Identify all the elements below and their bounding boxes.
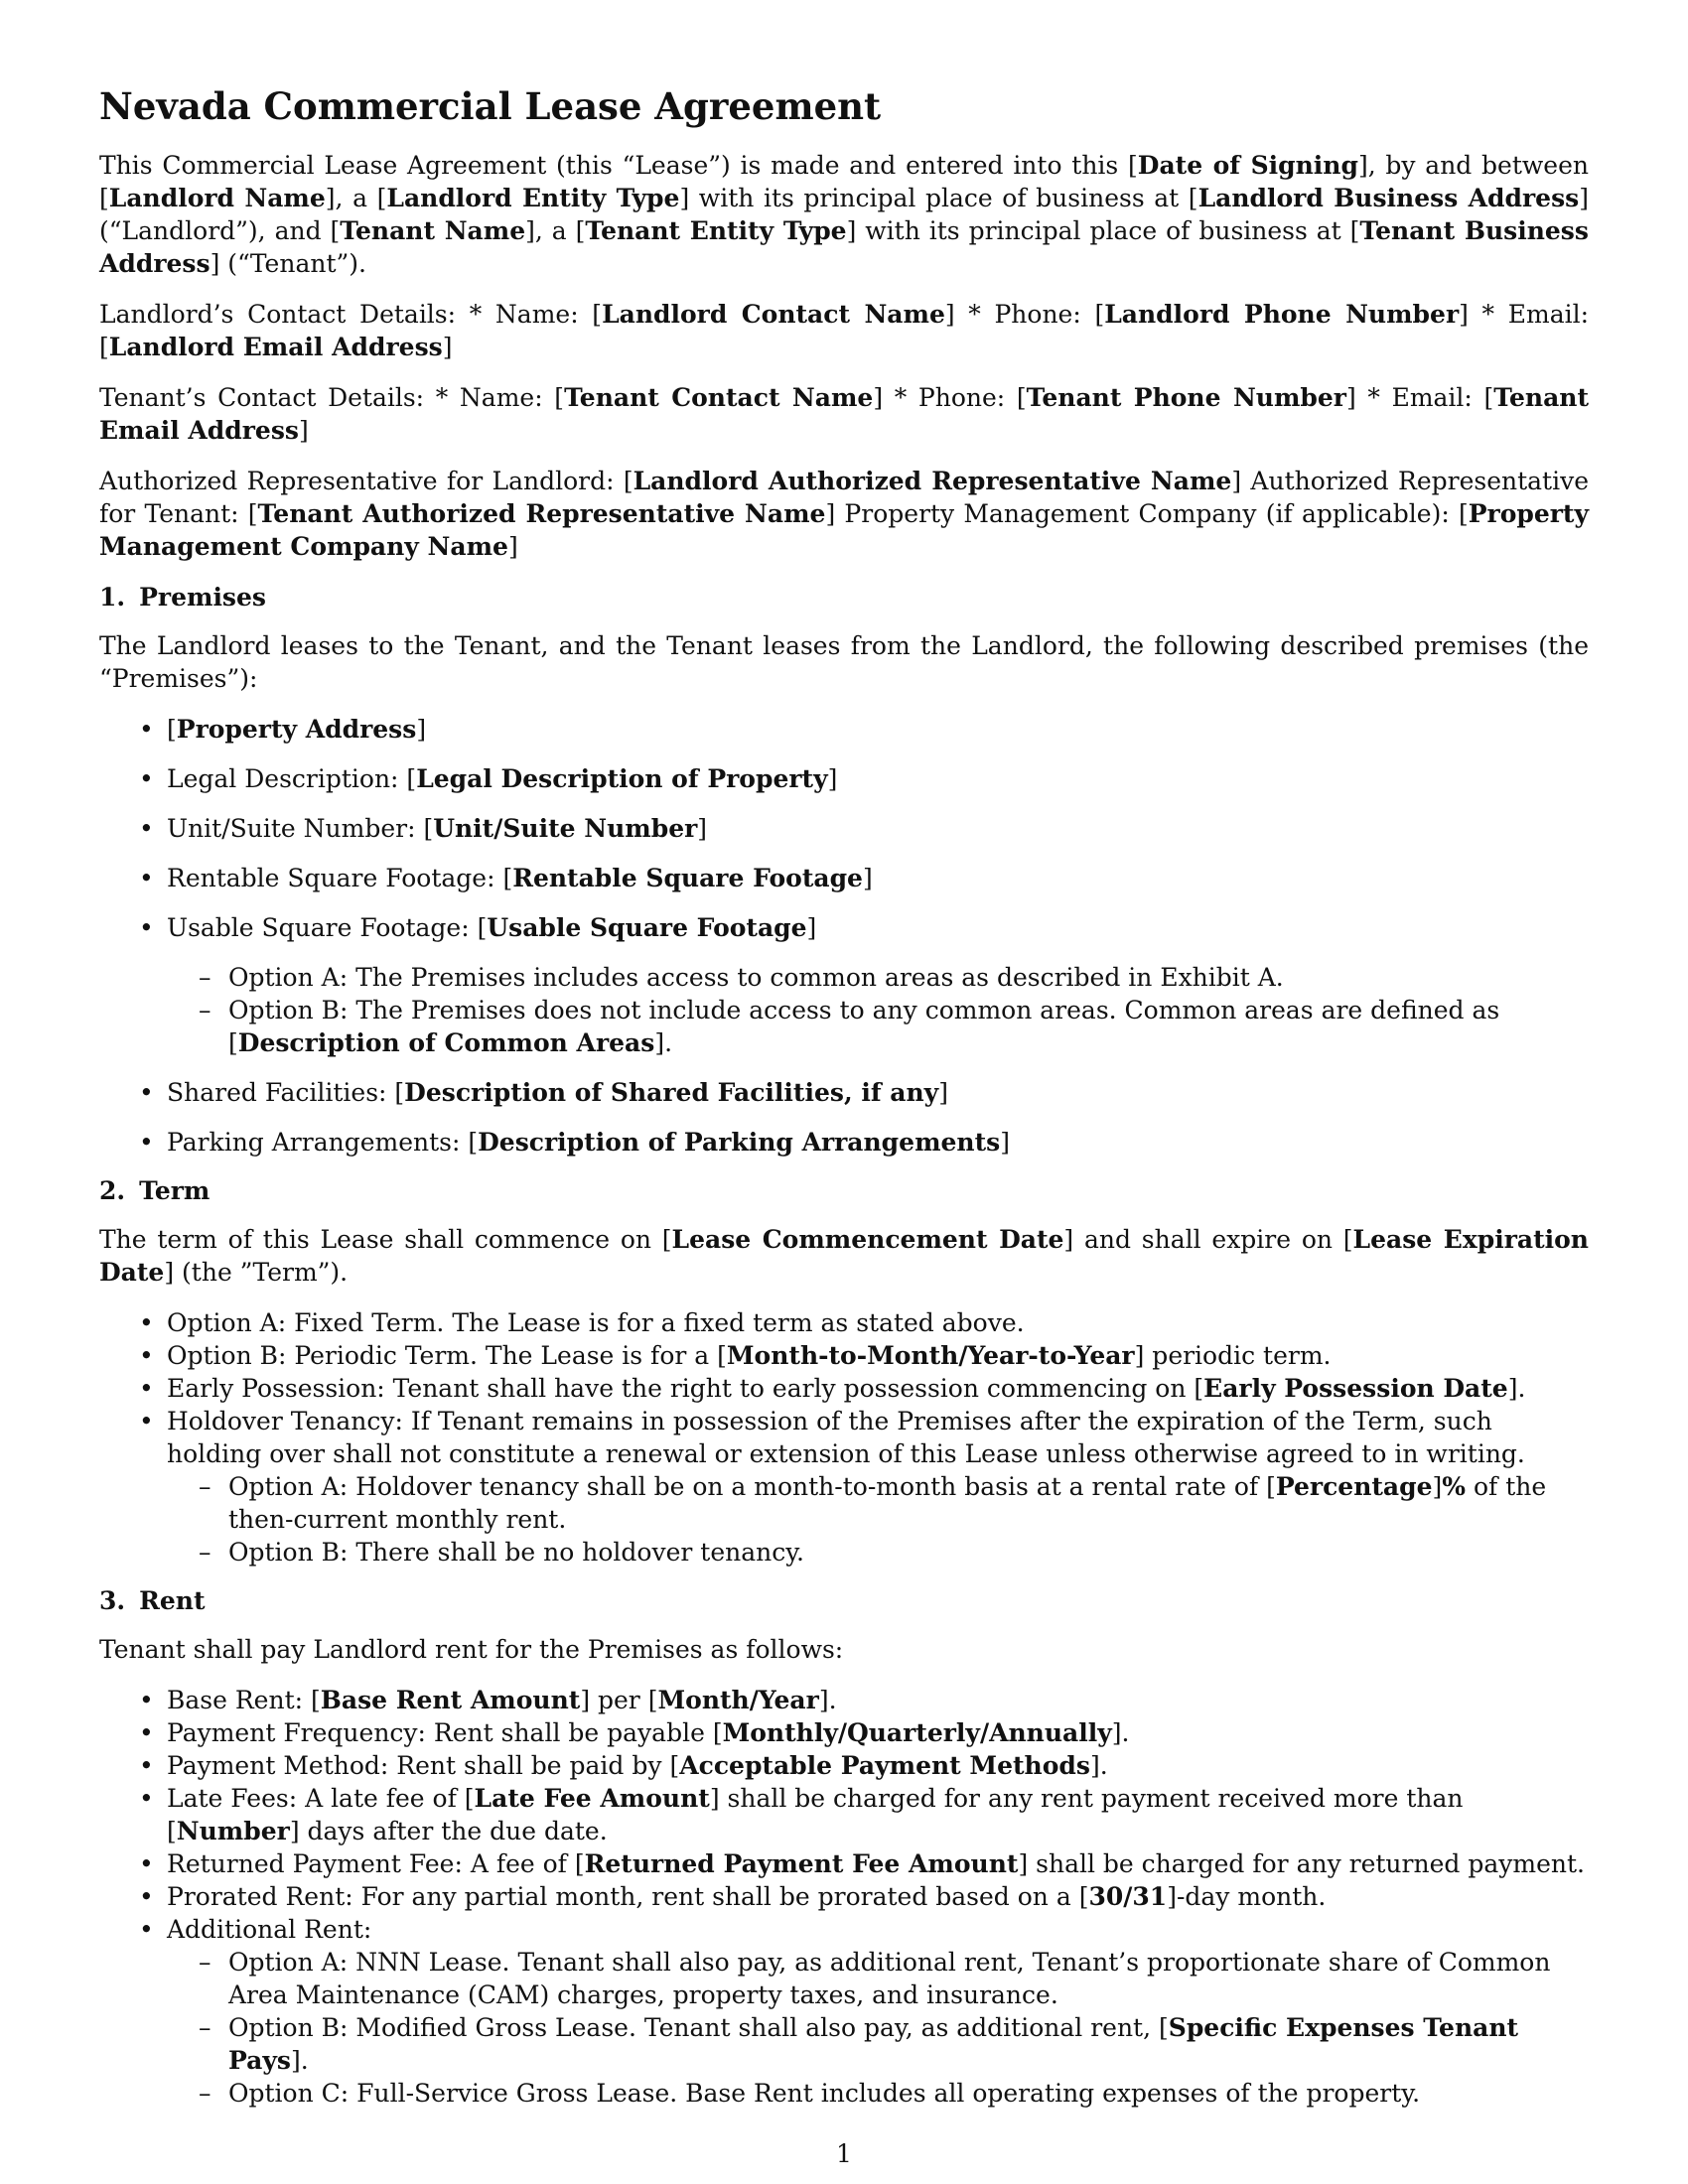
section-heading-premises: 1. Premises bbox=[99, 583, 266, 613]
additional-rent-options bbox=[167, 1946, 1589, 2110]
premises-paragraph: The Landlord leases to the Tenant, and the Tenant leases from the Landlord, the following described premises (the “Premises”): bbox=[99, 631, 1589, 694]
list-item: • Early Possession: Tenant shall have the right to early possession commencing on [Early Possession Date]. bbox=[99, 1372, 1589, 1405]
term-list bbox=[99, 1306, 1589, 1569]
list-item: • Parking Arrangements: [Description of Parking Arrangements] bbox=[99, 1126, 1589, 1159]
list-item: • Late Fees: A late fee of [Late Fee Amount] shall be charged for any rent payment received more than [Number] days after the due date. bbox=[99, 1782, 1589, 1847]
list-item: – Option A: The Premises includes access to common areas as described in Exhibit A. bbox=[167, 961, 1589, 994]
term-paragraph: The term of this Lease shall commence on [Lease Commencement Date] and shall expire on [Lease Expiration Date] (the ”Term”). bbox=[99, 1225, 1589, 1288]
list-item: – Option B: There shall be no holdover tenancy. bbox=[167, 1536, 1589, 1569]
list-item: – Option A: NNN Lease. Tenant shall also pay, as additional rent, Tenant’s proportionate share of Common Area Maintenance (CAM) charges, property taxes, and insurance. bbox=[167, 1946, 1589, 2011]
placeholder: Landlord Name bbox=[108, 184, 326, 213]
list-item: • Returned Payment Fee: A fee of [Returned Payment Fee Amount] shall be charged for any returned payment. bbox=[99, 1847, 1589, 1880]
list-item: • Legal Description: [Legal Description of Property] bbox=[99, 762, 1589, 795]
list-item: • [Property Address] bbox=[99, 713, 1589, 746]
placeholder: Date of Signing bbox=[1137, 151, 1358, 181]
list-item: • Holdover Tenancy: If Tenant remains in possession of the Premises after the expiration of the Term, such holding over shall not constitute a renewal or extension of this Lease unless otherwise agreed to in writing. – Option A: Holdover tenancy shall be on a month-to-month basis at a rental rate of [Percentage]% of the then-current monthly rent. – Option B: There shall be no holdover tenancy. bbox=[99, 1405, 1589, 1569]
list-item: • Additional Rent: – Option A: NNN Lease. Tenant shall also pay, as additional rent, Tenant’s proportionate share of Common Area Maintenance (CAM) charges, property taxes, and insurance. – Option B: Modified Gross Lease. Tenant shall also pay, as additional rent, [Specific Expenses Tenant Pays]. – Option C: Full-Service Gross Lease. Base Rent includes all operating expenses of the property. bbox=[99, 1913, 1589, 2110]
placeholder: Property Management Company Name bbox=[99, 499, 1590, 562]
list-item: • Rentable Square Footage: [Rentable Square Footage] bbox=[99, 862, 1589, 894]
intro-paragraph: This Commercial Lease Agreement (this “Lease”) is made and entered into this [Date of Signing], by and between [Landlord Name], a [Landlord Entity Type] with its principal place of business at [Landlord Business Address] (“Landlord”), and [Tenant Name], a [Tenant Entity Type] with its principal place of business at [Tenant Business Address] (“Tenant”). bbox=[99, 151, 1589, 279]
list-item: • Payment Frequency: Rent shall be payable [Monthly/Quarterly/Annually]. bbox=[99, 1716, 1589, 1749]
list-item: • Unit/Suite Number: [Unit/Suite Number] bbox=[99, 812, 1589, 845]
placeholder: Landlord Phone Number bbox=[1104, 300, 1460, 330]
placeholder: Tenant Name bbox=[340, 216, 526, 246]
placeholder: Tenant Contact Name bbox=[564, 383, 874, 413]
section-heading-term: 2. Term bbox=[99, 1176, 211, 1206]
list-item: • Shared Facilities: [Description of Shared Facilities, if any] bbox=[99, 1076, 1589, 1109]
common-areas-options bbox=[167, 961, 1589, 1059]
list-item: – Option C: Full-Service Gross Lease. Base Rent includes all operating expenses of the property. bbox=[167, 2077, 1589, 2110]
list-item: • Option A: Fixed Term. The Lease is for a fixed term as stated above. bbox=[99, 1306, 1589, 1339]
placeholder: Landlord Business Address bbox=[1197, 184, 1580, 213]
page-number: 1 bbox=[836, 2139, 852, 2168]
placeholder: Tenant Email Address bbox=[99, 383, 1590, 446]
premises-list bbox=[99, 713, 1589, 1159]
document-title: Nevada Commercial Lease Agreement bbox=[99, 84, 882, 128]
list-item: – Option A: Holdover tenancy shall be on a month-to-month basis at a rental rate of [Percentage]% of the then-current monthly rent. bbox=[167, 1470, 1589, 1536]
list-item: • Prorated Rent: For any partial month, rent shall be prorated based on a [30/31]-day month. bbox=[99, 1880, 1589, 1913]
landlord-contact-paragraph: Landlord’s Contact Details: * Name: [Landlord Contact Name] * Phone: [Landlord Phone Number] * Email: [Landlord Email Address] bbox=[99, 300, 1590, 362]
placeholder: Landlord Contact Name bbox=[602, 300, 945, 330]
placeholder: Tenant Phone Number bbox=[1026, 383, 1346, 413]
list-item: • Base Rent: [Base Rent Amount] per [Month/Year]. bbox=[99, 1684, 1589, 1716]
placeholder: Tenant Business Address bbox=[99, 216, 1589, 279]
placeholder: Tenant Authorized Representative Name bbox=[257, 499, 826, 529]
list-item: • Usable Square Footage: [Usable Square Footage] – Option A: The Premises includes access to common areas as described in Exhibit A. – Option B: The Premises does not include access to any common areas. Common areas are defined as [Description of Common Areas]. bbox=[99, 911, 1589, 1059]
section-heading-rent: 3. Rent bbox=[99, 1586, 206, 1616]
placeholder: Landlord Authorized Representative Name bbox=[633, 467, 1232, 496]
representatives-paragraph: Authorized Representative for Landlord: [Landlord Authorized Representative Name] Authorized Representative for Tenant: [Tenant Authorized Representative Name] Property Management Company (if applicable): [Property Management Company Name] bbox=[99, 467, 1590, 562]
list-item: – Option B: The Premises does not include access to any common areas. Common areas are defined as [Description of Common Areas]. bbox=[167, 994, 1589, 1059]
holdover-options bbox=[167, 1470, 1589, 1569]
list-item: • Payment Method: Rent shall be paid by [Acceptable Payment Methods]. bbox=[99, 1749, 1589, 1782]
tenant-contact-paragraph: Tenant’s Contact Details: * Name: [Tenant Contact Name] * Phone: [Tenant Phone Number] * Email: [Tenant Email Address] bbox=[99, 383, 1590, 446]
placeholder: Landlord Entity Type bbox=[386, 184, 680, 213]
list-item: – Option B: Modified Gross Lease. Tenant shall also pay, as additional rent, [Specific Expenses Tenant Pays]. bbox=[167, 2011, 1589, 2077]
placeholder: Landlord Email Address bbox=[108, 333, 443, 362]
list-item: • Option B: Periodic Term. The Lease is for a [Month-to-Month/Year-to-Year] periodic term. bbox=[99, 1339, 1589, 1372]
rent-paragraph: Tenant shall pay Landlord rent for the Premises as follows: bbox=[99, 1635, 844, 1665]
rent-list bbox=[99, 1684, 1589, 2110]
placeholder: Tenant Entity Type bbox=[585, 216, 847, 246]
document-body bbox=[99, 83, 1589, 2125]
